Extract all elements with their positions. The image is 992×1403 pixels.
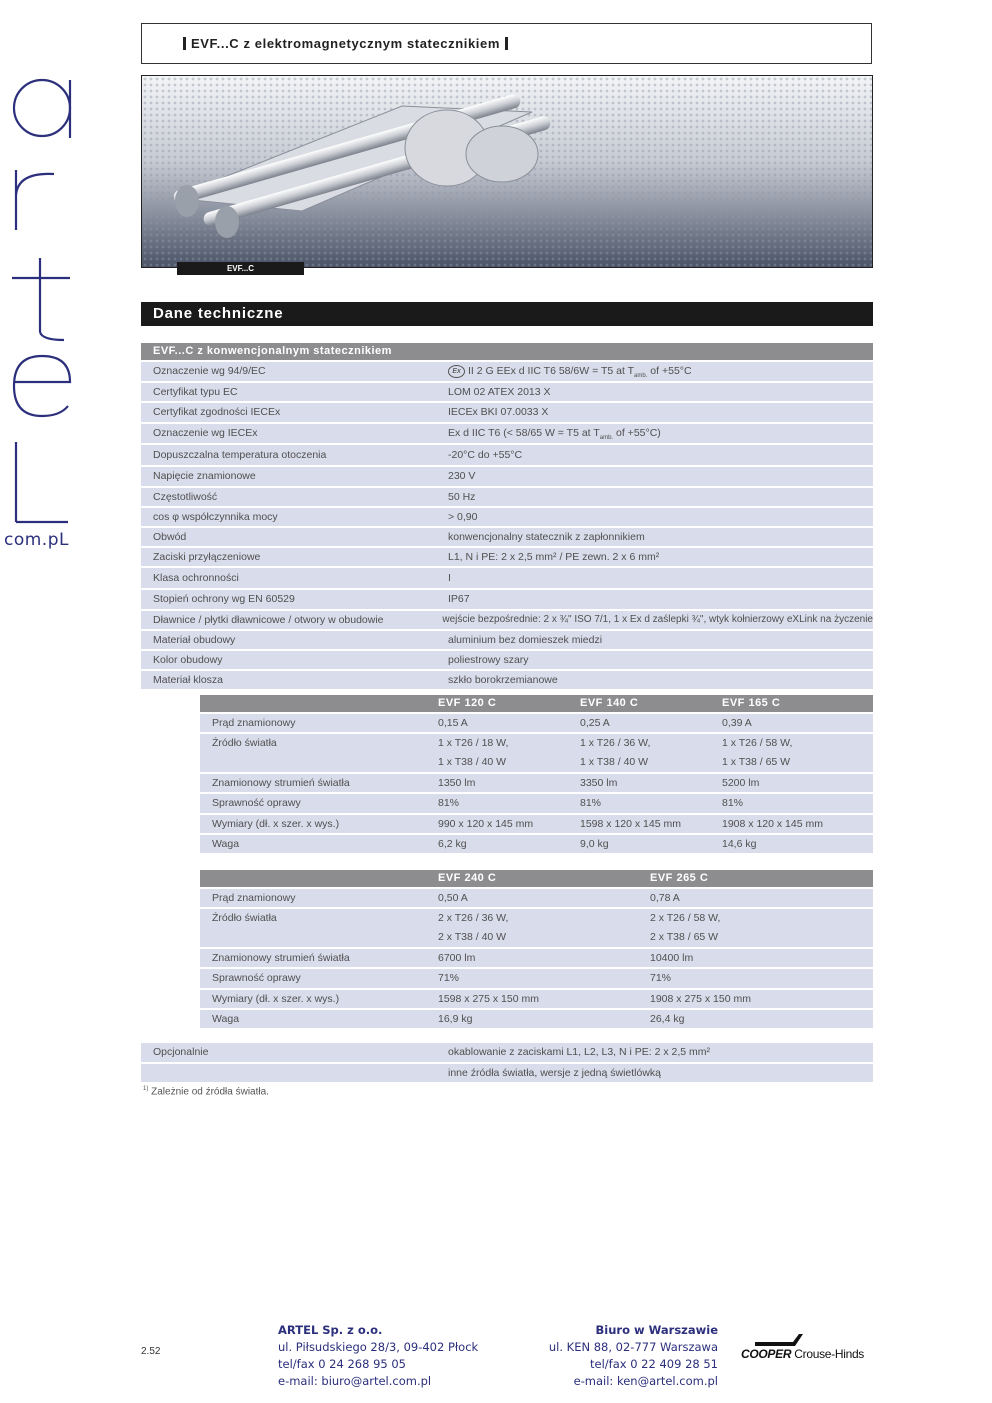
options-line: okablowanie z zaciskami L1, L2, L3, N i PE: 2 x 2,5 mm² <box>448 1046 711 1058</box>
spec-label: Częstotliwość <box>153 491 218 503</box>
table-row <box>141 1043 873 1062</box>
table-cell: 26,4 kg <box>650 1013 685 1025</box>
footnote-text: Zależnie od źródła światła. <box>148 1086 269 1098</box>
spec-value: > 0,90 <box>448 511 478 523</box>
cell-line: 1 x T26 / 36 W, <box>580 737 651 749</box>
table-row <box>141 588 873 609</box>
options-label: Opcjonalnie <box>153 1046 209 1058</box>
spec-value: LOM 02 ATEX 2013 X <box>448 386 551 398</box>
table-row <box>141 465 873 486</box>
models-table-a <box>200 695 873 853</box>
spec-label: Zaciski przyłączeniowe <box>153 551 261 563</box>
footer-address-left <box>278 1322 478 1390</box>
table-header-row <box>200 695 873 712</box>
table-cell: 0,15 A <box>438 717 468 729</box>
options-line: inne źródła światła, wersje z jedną świetlówką <box>448 1067 662 1079</box>
table-cell: 14,6 kg <box>722 838 757 850</box>
office-name: Biuro w Warszawie <box>595 1323 718 1337</box>
spec-value: aluminium bez domieszek miedzi <box>448 634 603 646</box>
artel-logo-mark <box>4 70 74 530</box>
table-header-cell: EVF 140 C <box>580 697 639 709</box>
spec-value: IECEx BKI 07.0033 X <box>448 406 549 418</box>
table-row <box>141 360 873 381</box>
cell-line: 2 x T38 / 40 W <box>438 931 507 943</box>
spec-value-sub: amb. <box>599 435 614 442</box>
spec-value <box>438 424 873 443</box>
table-row <box>141 629 873 649</box>
table-cell: 6,2 kg <box>438 838 467 850</box>
cooper-logo-text <box>741 1347 864 1361</box>
spec-value: konwencjonalny statecznik z zapłonnikiem <box>448 531 645 543</box>
spec-value: 230 V <box>448 470 476 482</box>
cooper-bold: COOPER <box>741 1347 792 1361</box>
cell-line: 1 x T38 / 40 W <box>580 756 649 768</box>
row-label: Znamionowy strumień światła <box>212 952 350 964</box>
spec-value <box>438 362 873 381</box>
spec-value-text: Ex d IIC T6 (< 58/65 W = T5 at T <box>448 427 600 439</box>
row-label: Prąd znamionowy <box>212 717 296 729</box>
table-header-cell: EVF 165 C <box>722 697 781 709</box>
spec-value: poliestrowy szary <box>448 654 529 666</box>
table-cell: 6700 lm <box>438 952 476 964</box>
table-cell <box>650 909 873 947</box>
table-header-cell: EVF 240 C <box>438 872 497 884</box>
table-cell: 0,25 A <box>580 717 610 729</box>
artel-logo <box>4 70 74 550</box>
row-label: Źródło światła <box>212 912 277 924</box>
table-row <box>141 526 873 546</box>
table-cell: 71% <box>438 972 460 984</box>
table-row <box>200 967 873 988</box>
cooper-swoosh-icon <box>755 1332 815 1346</box>
table-row <box>141 609 873 629</box>
table-cell <box>722 734 873 772</box>
table-cell: 1598 x 275 x 150 mm <box>438 993 539 1005</box>
spec-label: Napięcie znamionowe <box>153 470 256 482</box>
page-number: 2.52 <box>141 1346 161 1357</box>
spec-value-after: of +55°C) <box>613 427 661 439</box>
spec-label: Oznaczenie wg IECEx <box>153 427 258 439</box>
table-cell: 5200 lm <box>722 777 760 789</box>
table-row <box>200 833 873 853</box>
row-label: Prąd znamionowy <box>212 892 296 904</box>
table-cell: 0,78 A <box>650 892 680 904</box>
company-street: ul. Piłsudskiego 28/3, 09-402 Płock <box>278 1340 479 1354</box>
cell-line: 1 x T26 / 58 W, <box>722 737 793 749</box>
table-row <box>141 669 873 689</box>
table-header-row <box>200 870 873 887</box>
cell-line: 2 x T26 / 36 W, <box>438 912 509 924</box>
title-bar-left <box>183 37 186 50</box>
row-label: Waga <box>212 838 240 850</box>
title-bar-right <box>505 37 508 50</box>
footnote-mark: 1) <box>143 1086 149 1092</box>
options-label-empty <box>141 1064 438 1082</box>
table-row <box>141 566 873 588</box>
spec-value: L1, N i PE: 2 x 2,5 mm² / PE zewn. 2 x 6 mm² <box>448 551 660 563</box>
spec-table-heading: EVF...C z konwencjonalnym statecznikiem <box>141 343 873 360</box>
table-row <box>141 422 873 443</box>
table-cell: 1908 x 275 x 150 mm <box>650 993 751 1005</box>
footer-address-right <box>500 1322 718 1390</box>
cell-line: 1 x T26 / 18 W, <box>438 737 509 749</box>
page-title <box>178 36 513 51</box>
product-photo <box>141 75 873 268</box>
cooper-rest: Crouse-Hinds <box>791 1347 865 1361</box>
models-table-b <box>200 870 873 1028</box>
section-heading: Dane techniczne <box>141 302 873 326</box>
table-cell: 71% <box>650 972 672 984</box>
table-header-cell: EVF 265 C <box>650 872 709 884</box>
cell-line: 2 x T38 / 65 W <box>650 931 719 943</box>
spec-value: IP67 <box>448 593 470 605</box>
photo-caption: EVF...C <box>177 262 304 275</box>
table-cell: 16,9 kg <box>438 1013 473 1025</box>
cooper-logo <box>741 1332 875 1364</box>
row-label: Sprawność oprawy <box>212 972 301 984</box>
table-cell: 81% <box>580 797 602 809</box>
spec-value-sub: amb. <box>634 373 648 380</box>
table-cell: 9,0 kg <box>580 838 609 850</box>
table-row <box>200 1008 873 1028</box>
row-label: Wymiary (dł. x szer. x wys.) <box>212 818 340 830</box>
spec-label: Oznaczenie wg 94/9/EC <box>153 365 266 377</box>
row-label: Źródło światła <box>212 737 277 749</box>
spec-label: Materiał obudowy <box>153 634 236 646</box>
spec-label: Certyfikat typu EC <box>153 386 238 398</box>
table-cell: 3350 lm <box>580 777 618 789</box>
office-street: ul. KEN 88, 02-777 Warszawa <box>548 1340 718 1354</box>
table-row <box>141 649 873 669</box>
spec-label: Klasa ochronności <box>153 572 239 584</box>
company-phone: tel/fax 0 24 268 95 05 <box>278 1357 406 1371</box>
ex-mark-icon: Ex <box>448 365 465 378</box>
table-cell <box>438 734 580 772</box>
table-cell: 1598 x 120 x 145 mm <box>580 818 681 830</box>
spec-value: I <box>448 572 451 584</box>
spec-value: -20°C do +55°C <box>448 449 523 461</box>
table-row <box>141 1062 873 1082</box>
table-row <box>200 887 873 907</box>
table-row <box>200 988 873 1008</box>
footnote <box>143 1086 269 1097</box>
table-cell: 81% <box>438 797 460 809</box>
spec-label: cos φ współczynnika mocy <box>153 511 278 523</box>
spec-value: szkło borokrzemianowe <box>448 674 558 686</box>
table-cell: 990 x 120 x 145 mm <box>438 818 534 830</box>
options-table <box>141 1043 873 1082</box>
office-phone: tel/fax 0 22 409 28 51 <box>590 1357 718 1371</box>
cell-line: 1 x T38 / 65 W <box>722 756 791 768</box>
spec-label: Dławnice / płytki dławnicowe / otwory w obudowie <box>153 614 384 626</box>
table-row <box>141 506 873 526</box>
row-label: Wymiary (dł. x szer. x wys.) <box>212 993 340 1005</box>
row-label: Waga <box>212 1013 240 1025</box>
logo-domain: com.pL <box>4 530 69 550</box>
row-label: Znamionowy strumień światła <box>212 777 350 789</box>
company-name: ARTEL Sp. z o.o. <box>278 1323 383 1337</box>
table-row <box>141 381 873 401</box>
table-row <box>200 712 873 732</box>
table-row <box>200 792 873 813</box>
table-cell: 1350 lm <box>438 777 476 789</box>
table-row <box>200 772 873 792</box>
spec-value: 50 Hz <box>448 491 476 503</box>
table-cell: 10400 lm <box>650 952 694 964</box>
spec-value-text: II 2 G EEx d IIC T6 58/6W = T5 at T <box>468 365 635 377</box>
table-row <box>141 486 873 506</box>
table-header-cell: EVF 120 C <box>438 697 497 709</box>
table-row <box>200 813 873 833</box>
table-row <box>200 732 873 772</box>
table-row <box>141 443 873 465</box>
spec-label: Obwód <box>153 531 187 543</box>
cell-line: 2 x T26 / 58 W, <box>650 912 721 924</box>
table-row <box>200 947 873 967</box>
spec-value-after: of +55°C <box>647 365 692 377</box>
spec-value: wejście bezpośrednie: 2 x ¾" ISO 7/1, 1 x Ex d zaślepki ¾", wtyk kołnierzowy eXLink na życzenie <box>442 614 873 625</box>
table-header-cell <box>200 695 438 712</box>
spec-label: Stopień ochrony wg EN 60529 <box>153 593 295 605</box>
table-row <box>200 907 873 947</box>
table-cell: 0,39 A <box>722 717 752 729</box>
table-cell: 0,50 A <box>438 892 468 904</box>
spec-label: Dopuszczalna temperatura otoczenia <box>153 449 327 461</box>
table-header-cell <box>200 870 438 887</box>
page-title-text: EVF...C z elektromagnetycznym statecznikiem <box>191 36 501 51</box>
table-cell: 1908 x 120 x 145 mm <box>722 818 823 830</box>
table-row <box>141 401 873 422</box>
spec-label: Certyfikat zgodności IECEx <box>153 406 281 418</box>
table-cell <box>438 909 650 947</box>
table-cell: 81% <box>722 797 744 809</box>
spec-label: Materiał klosza <box>153 674 224 686</box>
company-email[interactable]: e-mail: biuro@artel.com.pl <box>278 1374 432 1388</box>
table-row <box>141 546 873 566</box>
office-email[interactable]: e-mail: ken@artel.com.pl <box>573 1374 718 1388</box>
row-label: Sprawność oprawy <box>212 797 301 809</box>
header-title-box <box>141 23 872 64</box>
spec-label: Kolor obudowy <box>153 654 223 666</box>
spec-table <box>141 343 873 689</box>
cell-line: 1 x T38 / 40 W <box>438 756 507 768</box>
table-cell <box>580 734 722 772</box>
